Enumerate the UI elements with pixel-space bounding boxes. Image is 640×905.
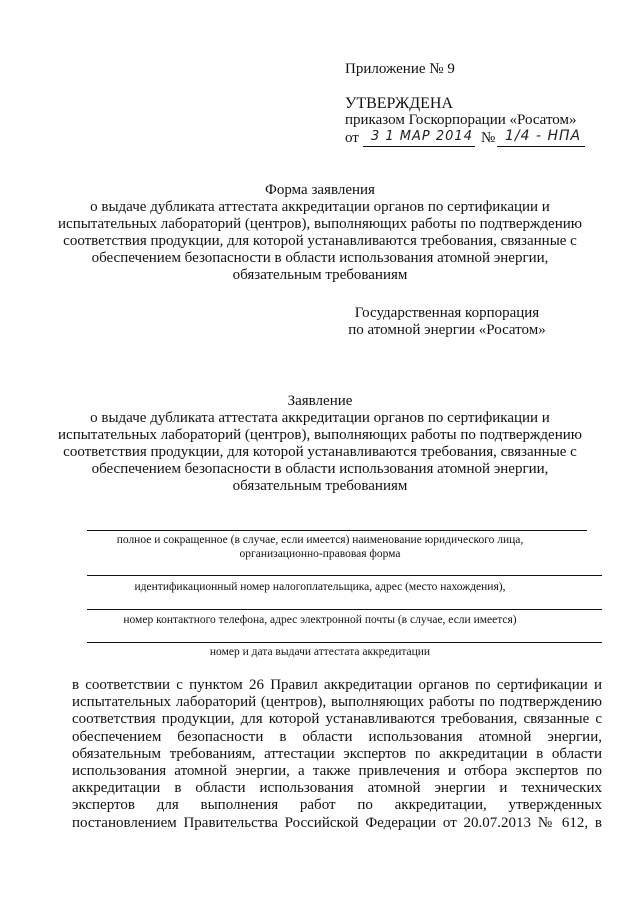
date-prefix: от — [345, 130, 359, 146]
approved-heading: УТВЕРЖДЕНА — [345, 95, 454, 112]
applicant-name-caption: полное и сокращенное (в случае, если имеется) наименование юридического лица, — [116, 534, 524, 546]
taxpayer-id-caption: идентификационный номер налогоплательщика, адрес (место нахождения), — [134, 581, 506, 593]
addressee-line: по атомной энергии «Росатом» — [348, 322, 546, 338]
form-title-line: обеспечением безопасности в области использования атомной энергии, — [91, 250, 549, 266]
form-title-line: испытательных лабораторий (центров), выполняющих работы по подтверждению — [58, 216, 582, 232]
form-title — [40, 182, 600, 284]
body-line: использования атомной энергии, а также привлечения и отбора экспертов по — [72, 763, 602, 779]
form-title-line: о выдаче дубликата аттестата аккредитации органов по сертификации и — [90, 199, 550, 215]
order-text: приказом Госкорпорации «Росатом» — [345, 112, 577, 128]
body-line: постановлением Правительства Российской Федерации от 20.07.2013 № 612, в — [72, 815, 602, 831]
body-line: в соответствии с пунктом 26 Правил аккредитации органов по сертификации и — [72, 677, 602, 693]
addressee — [342, 305, 552, 339]
applicant-name-line[interactable] — [87, 530, 587, 531]
statement-title — [40, 393, 600, 495]
appendix-label: Приложение № 9 — [345, 61, 455, 77]
form-title-line: Форма заявления — [265, 182, 375, 198]
number-handwritten: 1/4 - НПА — [505, 128, 582, 144]
taxpayer-id-line[interactable] — [87, 575, 602, 576]
statement-title-line: о выдаче дубликата аттестата аккредитации органов по сертификации и — [90, 410, 550, 426]
number-underline — [497, 146, 585, 147]
statement-title-line: испытательных лабораторий (центров), выполняющих работы по подтверждению — [58, 427, 582, 443]
statement-title-line: Заявление — [287, 393, 353, 409]
legal-form-caption: организационно-правовая форма — [239, 548, 401, 560]
body-line: испытательных лабораторий (центров), выполняющих работы по подтверждению — [72, 694, 602, 710]
body-line: экспертов для выполнения работ по аккредитации, утвержденных — [72, 797, 602, 813]
statement-title-line: обеспечением безопасности в области использования атомной энергии, — [91, 461, 549, 477]
statement-title-line: обязательным требованиям — [232, 478, 408, 494]
body-line: аккредитации в области использования атомной энергии и технических — [72, 780, 602, 796]
contact-caption: номер контактного телефона, адрес электронной почты (в случае, если имеется) — [123, 614, 517, 626]
form-title-line: соответствия продукции, для которой устанавливаются требования, связанные с — [63, 233, 577, 249]
statement-title-line: соответствия продукции, для которой устанавливаются требования, связанные с — [63, 444, 577, 460]
date-stamp: 3 1 МАР 2014 — [371, 129, 473, 144]
order-date-number-row — [345, 130, 595, 152]
form-title-line: обязательным требованиям — [232, 267, 408, 283]
body-line: обязательным требованиям, аттестации экспертов по аккредитации в области — [72, 746, 602, 762]
certificate-number-line[interactable] — [87, 642, 602, 643]
contact-line[interactable] — [87, 609, 602, 610]
date-underline — [363, 146, 475, 147]
body-line: соответствия продукции, для которой устанавливаются требования, связанные с — [72, 711, 602, 727]
addressee-line: Государственная корпорация — [354, 305, 540, 321]
number-prefix: № — [481, 130, 496, 146]
certificate-number-caption: номер и дата выдачи аттестата аккредитации — [209, 646, 431, 658]
body-line: обеспечением безопасности в области использования атомной энергии, — [72, 729, 602, 745]
